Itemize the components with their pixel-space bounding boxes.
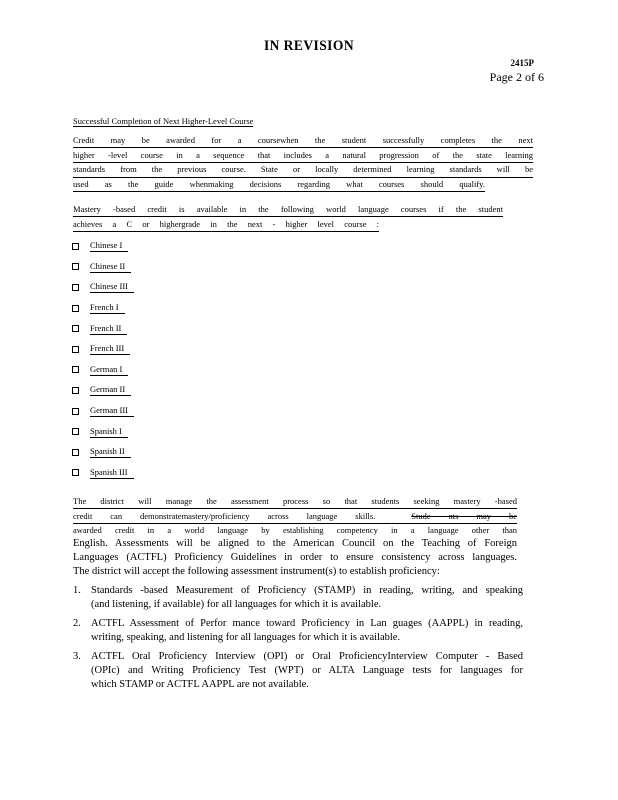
list-item xyxy=(72,401,134,422)
assessment-text xyxy=(91,584,523,612)
list-item xyxy=(72,298,134,319)
checkbox-bullet-icon xyxy=(72,387,79,394)
list-item xyxy=(72,421,134,442)
course-label: Spanish III xyxy=(90,467,134,479)
course-label: French I xyxy=(90,302,125,314)
course-label: French II xyxy=(90,323,127,335)
course-label: French III xyxy=(90,343,130,355)
list-item xyxy=(72,380,134,401)
text-line: Standards -based Measurement of Proficiency (STAMP) in reading, writing, and speaking xyxy=(91,585,523,596)
text-line: achieves a C or highergrade in the next - higher level course : xyxy=(73,218,379,232)
text-line: English. Assessments will be aligned to the American Council on the Teaching of Foreign xyxy=(73,538,517,549)
course-label: Spanish II xyxy=(90,446,131,458)
assessment-list xyxy=(73,584,523,697)
assessment-text xyxy=(91,617,523,645)
checkbox-bullet-icon xyxy=(72,449,79,456)
checkbox-bullet-icon xyxy=(72,305,79,312)
text-line: higher -level course in a sequence that includes a natural progression of the state learning xyxy=(73,149,533,163)
page-title: IN REVISION xyxy=(263,38,355,54)
checkbox-bullet-icon xyxy=(72,325,79,332)
policy-number: 2415P xyxy=(510,58,534,68)
text-line: (and listening, if available) for all languages for which it is available. xyxy=(91,599,382,610)
course-label: Chinese I xyxy=(90,240,128,252)
checkbox-bullet-icon xyxy=(72,346,79,353)
section-heading-text: Successful Completion of Next Higher-Level Course xyxy=(73,116,254,126)
struck-text: Stude nts may be xyxy=(411,510,517,521)
text-line: awarded credit in a world language by establishing competency in a language other than xyxy=(73,525,517,536)
text-segment: credit can demonstratemastery/proficiency across language skills. xyxy=(73,510,376,521)
list-number: 3. xyxy=(73,651,81,662)
course-label: German I xyxy=(90,364,128,376)
text-line: (OPIc) and Writing Proficiency Test (WPT) or ALTA Language tests for languages for xyxy=(91,665,523,676)
list-number: 1. xyxy=(73,585,81,596)
list-item xyxy=(72,463,134,484)
course-label: Chinese II xyxy=(90,261,131,273)
text-line: Credit may be awarded for a coursewhen the student successfully completes the next xyxy=(73,134,533,148)
text-line: which STAMP or ACTFL AAPPL are not available. xyxy=(91,679,309,690)
paragraph-mastery-credit xyxy=(73,203,503,232)
checkbox-bullet-icon xyxy=(72,243,79,250)
checkbox-bullet-icon xyxy=(72,428,79,435)
section-heading xyxy=(73,115,343,128)
text-line: The district will manage the assessment process so that students seeking mastery -based xyxy=(73,495,517,509)
text-line: The district will accept the following assessment instrument(s) to establish proficiency: xyxy=(73,565,440,577)
text-line: ACTFL Assessment of Perfor mance toward Proficiency in Lan guages (AAPPL) in reading, xyxy=(91,618,523,629)
list-item xyxy=(72,318,134,339)
course-label: Chinese III xyxy=(90,281,134,293)
list-item xyxy=(72,339,134,360)
list-number: 2. xyxy=(73,618,81,629)
text-line: standards from the previous course. State or locally determined learning standards will be xyxy=(73,163,533,177)
text-line: writing, speaking, and listening for all languages for which it is available. xyxy=(91,632,401,643)
paragraph-actfl-alignment xyxy=(73,537,517,578)
assessment-text xyxy=(91,650,523,692)
page-indicator: Page 2 of 6 xyxy=(489,70,544,84)
list-item xyxy=(72,257,134,278)
list-item xyxy=(73,617,523,645)
checkbox-bullet-icon xyxy=(72,469,79,476)
text-line xyxy=(73,510,517,524)
list-item xyxy=(73,584,523,612)
paragraph-assessment-process xyxy=(73,495,517,538)
paragraph-next-higher-level xyxy=(73,134,533,193)
list-item xyxy=(72,277,134,298)
course-label: Spanish I xyxy=(90,426,128,438)
checkbox-bullet-icon xyxy=(72,263,79,270)
list-item xyxy=(73,650,523,692)
checkbox-bullet-icon xyxy=(72,366,79,373)
course-list xyxy=(72,236,134,483)
checkbox-bullet-icon xyxy=(72,284,79,291)
list-item xyxy=(72,236,134,257)
course-label: German II xyxy=(90,384,131,396)
text-line: Mastery -based credit is available in the following world language courses if the student xyxy=(73,203,503,217)
text-line: ACTFL Oral Proficiency Interview (OPI) or Oral ProficiencyInterview Computer - Based xyxy=(91,651,523,662)
text-line: used as the guide whenmaking decisions regarding what courses should qualify. xyxy=(73,178,485,192)
list-item xyxy=(72,360,134,381)
course-label: German III xyxy=(90,405,134,417)
list-item xyxy=(72,442,134,463)
text-line: Languages (ACTFL) Proficiency Guidelines in order to ensure consistency across languages. xyxy=(73,551,517,563)
checkbox-bullet-icon xyxy=(72,408,79,415)
